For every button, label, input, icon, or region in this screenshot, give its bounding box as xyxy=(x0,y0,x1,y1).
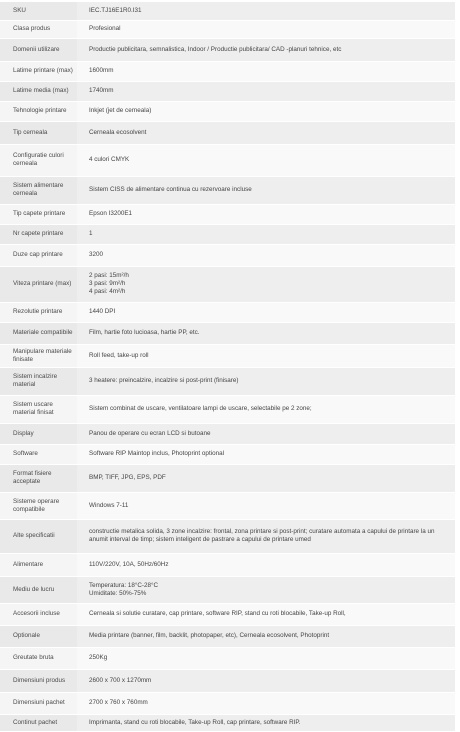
spec-value-line: 2 pasi: 15m²/h xyxy=(89,272,129,279)
spec-label: Duze cap printare xyxy=(0,244,77,266)
spec-row xyxy=(0,244,455,266)
spec-row xyxy=(0,444,455,464)
spec-value-line: 4 pasi: 4m²/h xyxy=(89,288,126,295)
spec-row xyxy=(0,2,455,20)
spec-value: Software RIP Maintop inclus, Photoprint optional xyxy=(77,444,455,464)
spec-value: 110V/220V, 10A, 50Hz/60Hz xyxy=(77,553,455,576)
spec-row xyxy=(0,464,455,492)
spec-row xyxy=(0,81,455,101)
spec-row xyxy=(0,302,455,322)
spec-label: Nr capete printare xyxy=(0,224,77,244)
spec-row xyxy=(0,61,455,81)
spec-label: Greutate bruta xyxy=(0,647,77,669)
spec-row xyxy=(0,576,455,603)
spec-row xyxy=(0,20,455,38)
spec-label: Alimentare xyxy=(0,553,77,576)
spec-value: 1740mm xyxy=(77,81,455,101)
spec-value: Cerneala ecosolvent xyxy=(77,121,455,144)
spec-value: 1440 DPI xyxy=(77,302,455,322)
spec-value: Productie publicitara, semnalistica, Indoor / Productie publicitara/ CAD -planuri tehnice, etc xyxy=(77,38,455,61)
spec-row xyxy=(0,423,455,444)
spec-value: Sistem combinat de uscare, ventilatoare lampi de uscare, selectabile pe 2 zone; xyxy=(77,395,455,423)
spec-row xyxy=(0,204,455,224)
specifications-table xyxy=(0,2,455,732)
spec-row xyxy=(0,603,455,625)
spec-value: Cerneala si solutie curatare, cap printare, software RIP, stand cu roti blocabile, Take-up Roll, xyxy=(77,603,455,625)
spec-label: Tehnologie printare xyxy=(0,101,77,121)
spec-label: Accesorii incluse xyxy=(0,603,77,625)
spec-label: Configuratie culori cerneala xyxy=(0,144,77,176)
spec-label: Latime printare (max) xyxy=(0,61,77,81)
spec-label: Display xyxy=(0,423,77,444)
spec-label: SKU xyxy=(0,2,77,20)
spec-value: IEC.TJ16E1R0.I31 xyxy=(77,2,455,20)
spec-row xyxy=(0,344,455,367)
spec-row xyxy=(0,625,455,647)
spec-row xyxy=(0,121,455,144)
spec-value: Panou de operare cu ecran LCD si butoane xyxy=(77,423,455,444)
spec-value xyxy=(77,576,455,603)
spec-label: Optionale xyxy=(0,625,77,647)
spec-value: 3 heatere: preincalzire, incalzire si post-print (finisare) xyxy=(77,367,455,395)
spec-label: Domenii utilizare xyxy=(0,38,77,61)
spec-label: Dimensiuni pachet xyxy=(0,692,77,714)
spec-value-line: 3 pasi: 9m²/h xyxy=(89,280,126,287)
spec-row xyxy=(0,176,455,204)
spec-row xyxy=(0,224,455,244)
spec-value: 2600 x 700 x 1270mm xyxy=(77,669,455,692)
spec-label: Continut pachet xyxy=(0,714,77,731)
spec-row xyxy=(0,519,455,553)
spec-value: Roll feed, take-up roll xyxy=(77,344,455,367)
spec-label: Alte specificatii xyxy=(0,519,77,553)
spec-row xyxy=(0,266,455,302)
spec-value: Windows 7-11 xyxy=(77,492,455,519)
spec-row xyxy=(0,395,455,423)
spec-label: Rezolutie printare xyxy=(0,302,77,322)
spec-label: Sistem incalzire material xyxy=(0,367,77,395)
spec-row xyxy=(0,714,455,731)
spec-row xyxy=(0,669,455,692)
spec-row xyxy=(0,492,455,519)
spec-label: Sisteme operare compatibile xyxy=(0,492,77,519)
spec-value: Epson I3200E1 xyxy=(77,204,455,224)
spec-value: BMP, TIFF, JPG, EPS, PDF xyxy=(77,464,455,492)
spec-value-line: Umiditate: 50%-75% xyxy=(89,589,147,597)
spec-label: Dimensiuni produs xyxy=(0,669,77,692)
spec-value: 250Kg xyxy=(77,647,455,669)
spec-label: Latime media (max) xyxy=(0,81,77,101)
spec-value: Film, hartie foto lucioasa, hartie PP, etc. xyxy=(77,322,455,344)
spec-row xyxy=(0,38,455,61)
spec-row xyxy=(0,367,455,395)
spec-value: 1 xyxy=(77,224,455,244)
spec-row xyxy=(0,692,455,714)
spec-label: Tip cerneala xyxy=(0,121,77,144)
spec-row xyxy=(0,553,455,576)
spec-label: Format fisiere acceptate xyxy=(0,464,77,492)
spec-row xyxy=(0,144,455,176)
spec-row xyxy=(0,322,455,344)
spec-value: 4 culori CMYK xyxy=(77,144,455,176)
spec-label: Sistem uscare material finisat xyxy=(0,395,77,423)
spec-label: Tip capete printare xyxy=(0,204,77,224)
spec-value: Sistem CISS de alimentare continua cu rezervoare incluse xyxy=(77,176,455,204)
specifications-table-body xyxy=(0,2,455,731)
spec-label: Sistem alimentare cerneala xyxy=(0,176,77,204)
spec-value: Media printare (banner, film, backlit, photopaper, etc), Cerneala ecosolvent, Photoprint xyxy=(77,625,455,647)
spec-label: Mediu de lucru xyxy=(0,576,77,603)
spec-row xyxy=(0,101,455,121)
spec-value: Imprimanta, stand cu roti blocabile, Take-up Roll, cap printare, software RIP. xyxy=(77,714,455,731)
spec-value: 1600mm xyxy=(77,61,455,81)
spec-label: Clasa produs xyxy=(0,20,77,38)
spec-label: Viteza printare (max) xyxy=(0,266,77,302)
spec-value: constructie metalica solida, 3 zone incalzire: frontal, zona printare si post-print; curatare automata a capului de printare la un anumit interval de timp; sistem inteligent de pastrare a capului de printare umed xyxy=(77,519,455,553)
spec-value: 3200 xyxy=(77,244,455,266)
spec-row xyxy=(0,647,455,669)
spec-value-line: Temperatura: 18°C-28°C xyxy=(89,581,159,589)
spec-value xyxy=(77,266,455,302)
spec-value: Profesional xyxy=(77,20,455,38)
spec-label: Software xyxy=(0,444,77,464)
spec-label: Manipulare materiale finisate xyxy=(0,344,77,367)
spec-label: Materiale compatibile xyxy=(0,322,77,344)
spec-value: Inkjet (jet de cerneala) xyxy=(77,101,455,121)
spec-value: 2700 x 760 x 760mm xyxy=(77,692,455,714)
